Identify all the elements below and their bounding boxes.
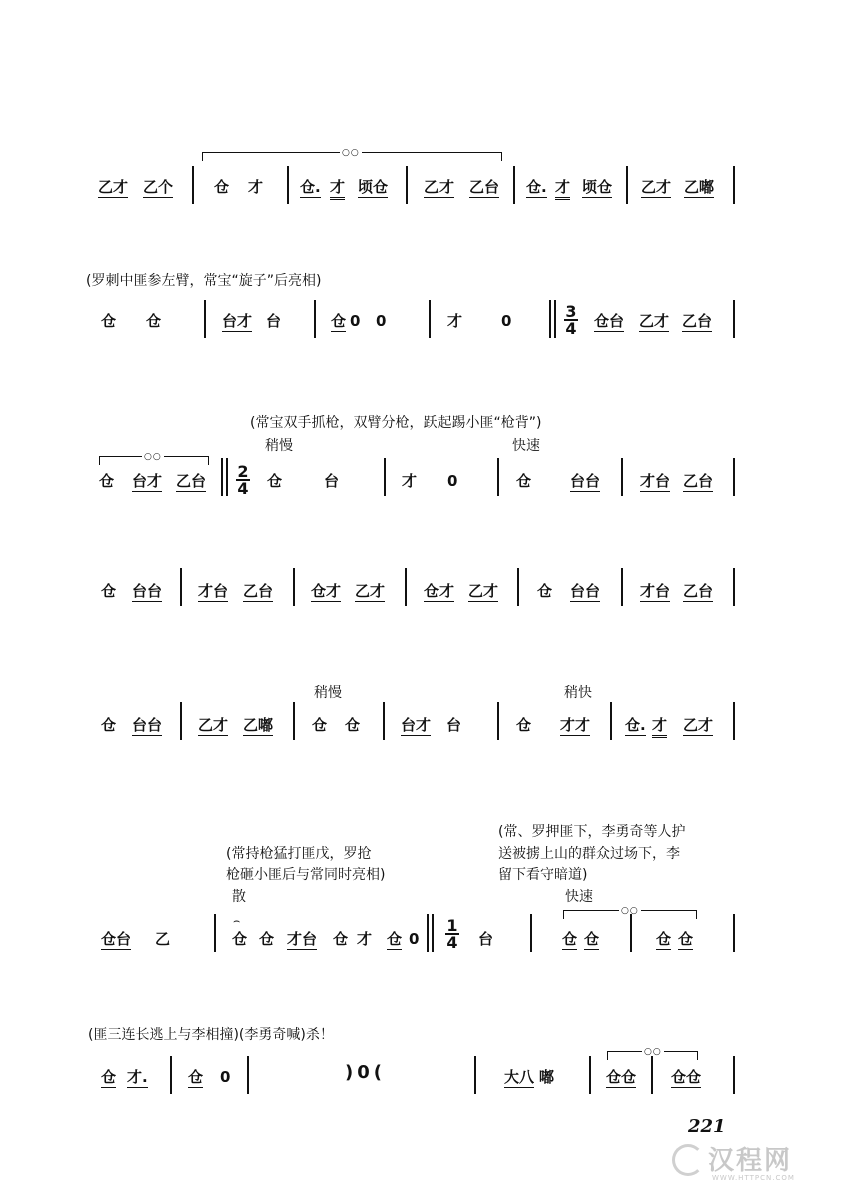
row4-note: 仓 xyxy=(537,582,553,600)
row3-note: 才台 xyxy=(640,472,671,490)
row5-note: 才 xyxy=(652,716,667,738)
row7-note: 才. xyxy=(127,1068,148,1086)
barline xyxy=(293,568,295,606)
barline xyxy=(214,914,216,952)
barline xyxy=(549,300,551,338)
row1-note: 才 xyxy=(248,178,264,196)
row2-note: 乙台 xyxy=(682,312,713,330)
row2-note: 台 xyxy=(266,312,282,330)
row3-note: 乙台 xyxy=(176,472,207,490)
row1-note: 乙才 xyxy=(424,178,455,196)
barline xyxy=(293,702,295,740)
time-signature xyxy=(236,464,250,496)
stage-direction: 送被掳上山的群众过场下，李 xyxy=(498,846,680,862)
stage-direction: 留下看守暗道) xyxy=(498,867,588,883)
barline xyxy=(406,166,408,204)
barline xyxy=(589,1056,591,1094)
row6-note: 才 xyxy=(357,930,373,948)
row1-note: 乙个 xyxy=(143,178,174,196)
stage-direction: (常、罗押匪下，李勇奇等人护 xyxy=(498,824,686,840)
row6-note: 仓 xyxy=(678,930,694,948)
row1-note: 顷仓 xyxy=(358,178,389,196)
row7-note: 大八 xyxy=(504,1068,535,1086)
row7-bracket-marker: ○○ xyxy=(644,1047,662,1057)
tempo-marking: 快速 xyxy=(512,438,540,454)
row6-note: 仓 xyxy=(232,930,248,948)
row3-note: 乙台 xyxy=(683,472,714,490)
barline xyxy=(192,166,194,204)
row3-note: 0 xyxy=(447,472,458,490)
barline xyxy=(180,702,182,740)
row4-note: 台台 xyxy=(132,582,163,600)
row2-note: 才 xyxy=(447,312,463,330)
row2-note: 0 xyxy=(350,312,361,330)
row6-note: 仓 xyxy=(259,930,275,948)
row4-note: 乙台 xyxy=(243,582,274,600)
barline xyxy=(621,568,623,606)
row1-note: 才 xyxy=(555,178,570,200)
barline xyxy=(626,166,628,204)
row4-note: 仓 xyxy=(101,582,117,600)
row1-note: 乙才 xyxy=(641,178,672,196)
row6-note: 仓台 xyxy=(101,930,132,948)
barline xyxy=(733,568,735,606)
row3-note: 台台 xyxy=(570,472,601,490)
row1-note: 乙才 xyxy=(98,178,129,196)
row1-bracket-marker: ○○ xyxy=(342,148,360,158)
barline xyxy=(314,300,316,338)
row1-note: 仓. xyxy=(526,178,547,196)
row3-note: 仓 xyxy=(516,472,532,490)
barline xyxy=(429,300,431,338)
barline xyxy=(180,568,182,606)
barline xyxy=(221,458,223,496)
barline xyxy=(170,1056,172,1094)
row2-note: 乙才 xyxy=(639,312,670,330)
row7-note: )0( xyxy=(345,1062,386,1083)
row1-note: 才 xyxy=(330,178,345,200)
stage-direction: (常持枪猛打匪戊，罗抢 xyxy=(226,846,372,862)
barline xyxy=(287,166,289,204)
row4-note: 乙才 xyxy=(355,582,386,600)
stage-direction: 枪砸小匪后与常同时亮相) xyxy=(226,867,386,883)
tempo-marking: 稍慢 xyxy=(265,438,293,454)
row6-note: 仓 xyxy=(656,930,672,948)
row7-note: 仓 xyxy=(188,1068,204,1086)
row6-note: 仓 xyxy=(387,930,403,948)
row4-note: 仓才 xyxy=(424,582,455,600)
row5-note: 台台 xyxy=(132,716,163,734)
row5-note: 乙才 xyxy=(198,716,229,734)
row6-note: 0 xyxy=(409,930,420,948)
row4-note: 乙才 xyxy=(468,582,499,600)
row7-note: 仓仓 xyxy=(606,1068,637,1086)
row5-note: 台才 xyxy=(401,716,432,734)
row3-note: 仓 xyxy=(267,472,283,490)
row4-note: 乙台 xyxy=(683,582,714,600)
barline xyxy=(405,568,407,606)
stage-direction: (匪三连长逃上与李相撞)(李勇奇喊)杀！ xyxy=(88,1027,334,1043)
barline xyxy=(733,166,735,204)
row4-note: 才台 xyxy=(640,582,671,600)
row3-note: 台 xyxy=(324,472,340,490)
row6-note: 乙 xyxy=(155,930,171,948)
row5-note: 才才 xyxy=(560,716,591,734)
barline xyxy=(733,1056,735,1094)
barline xyxy=(630,914,632,952)
row7-note: 仓仓 xyxy=(671,1068,702,1086)
tempo-marking: 散 xyxy=(232,889,246,905)
row5-note: 仓 xyxy=(516,716,532,734)
row3-bracket-marker: ○○ xyxy=(144,452,162,462)
row2-note: 仓 xyxy=(146,312,162,330)
row7-note: 嘟 xyxy=(539,1068,555,1086)
row5-note: 台 xyxy=(446,716,462,734)
row7-note: 仓 xyxy=(101,1068,117,1086)
row4-note: 台台 xyxy=(570,582,601,600)
barline xyxy=(497,702,499,740)
barline xyxy=(621,458,623,496)
tempo-marking: 稍慢 xyxy=(314,685,342,701)
row6-note: 仓 xyxy=(333,930,349,948)
row2-note: 仓 xyxy=(331,312,347,330)
barline xyxy=(383,702,385,740)
row6-bracket-marker: ○○ xyxy=(621,906,639,916)
time-sig-bottom: 4 xyxy=(565,319,577,338)
row6-note: 仓 xyxy=(562,930,578,948)
barline xyxy=(530,914,532,952)
time-sig-top: 3 xyxy=(565,302,577,321)
row1-note: 顷仓 xyxy=(582,178,613,196)
fermata-mark: ⌢ xyxy=(233,914,241,927)
row5-note: 仓. xyxy=(625,716,646,734)
barline xyxy=(651,1056,653,1094)
row7-note: 0 xyxy=(220,1068,231,1086)
barline xyxy=(204,300,206,338)
row2-note: 0 xyxy=(376,312,387,330)
barline xyxy=(733,458,735,496)
tempo-marking: 快速 xyxy=(565,889,593,905)
watermark-url: WWW.HTTPCN.COM xyxy=(712,1174,795,1182)
barline xyxy=(432,914,434,952)
barline xyxy=(610,702,612,740)
row1-note: 仓. xyxy=(300,178,321,196)
row5-note: 乙嘟 xyxy=(243,716,274,734)
barline xyxy=(733,914,735,952)
row4-note: 才台 xyxy=(198,582,229,600)
barline xyxy=(226,458,228,496)
time-sig-top: 1 xyxy=(446,916,458,935)
barline xyxy=(427,914,429,952)
row5-note: 仓 xyxy=(345,716,361,734)
barline xyxy=(247,1056,249,1094)
tempo-marking: 稍快 xyxy=(564,685,592,701)
row6-note: 才台 xyxy=(287,930,318,948)
time-sig-bottom: 4 xyxy=(237,479,249,498)
row1-note: 仓 xyxy=(214,178,230,196)
row6-note: 仓 xyxy=(584,930,600,948)
watermark: 汉程网 xyxy=(708,1146,793,1176)
row6-note: 台 xyxy=(478,930,494,948)
barline xyxy=(554,300,556,338)
row5-note: 仓 xyxy=(101,716,117,734)
row5-note: 乙才 xyxy=(683,716,714,734)
stage-direction: (常宝双手抓枪，双臂分枪，跃起踢小匪“枪背”) xyxy=(250,415,542,431)
row2-note: 仓台 xyxy=(594,312,625,330)
barline xyxy=(733,702,735,740)
barline xyxy=(517,568,519,606)
row1-note: 乙嘟 xyxy=(684,178,715,196)
stage-direction: (罗刺中匪参左臂，常宝“旋子”后亮相) xyxy=(86,273,322,289)
row3-note: 台才 xyxy=(132,472,163,490)
barline xyxy=(384,458,386,496)
row2-note: 0 xyxy=(501,312,512,330)
row5-note: 仓 xyxy=(312,716,328,734)
row2-note: 仓 xyxy=(101,312,117,330)
row2-note: 台才 xyxy=(222,312,253,330)
row4-note: 仓才 xyxy=(311,582,342,600)
row3-note: 仓 xyxy=(99,472,115,490)
row3-note: 才 xyxy=(402,472,418,490)
barline xyxy=(474,1056,476,1094)
time-signature xyxy=(445,918,459,950)
page-number: 221 xyxy=(688,1116,726,1137)
time-signature xyxy=(564,304,578,336)
time-sig-top: 2 xyxy=(237,462,249,481)
barline xyxy=(497,458,499,496)
row1-note: 乙台 xyxy=(469,178,500,196)
time-sig-bottom: 4 xyxy=(446,933,458,952)
barline xyxy=(513,166,515,204)
barline xyxy=(733,300,735,338)
watermark-logo-icon xyxy=(672,1144,704,1176)
